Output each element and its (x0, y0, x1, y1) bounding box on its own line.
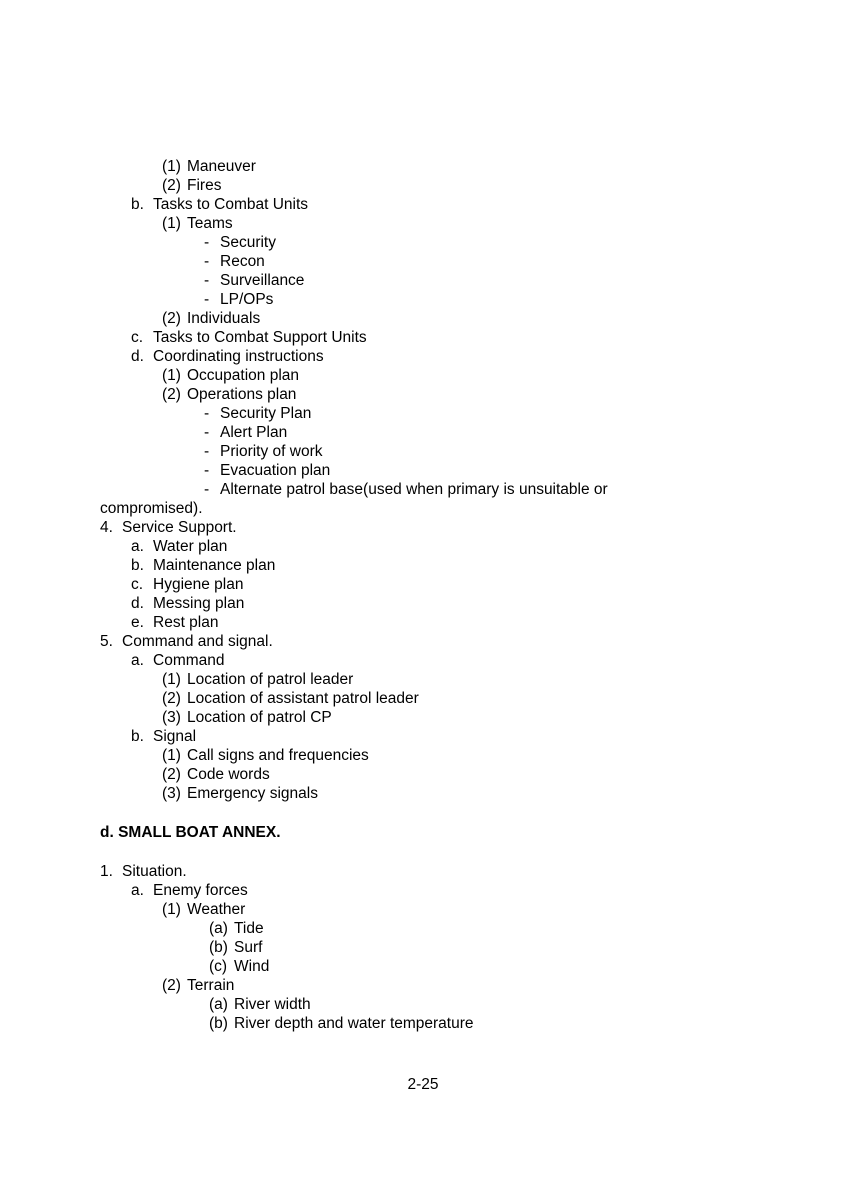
item-label: a. (131, 652, 144, 669)
item-text: Water plan (153, 538, 228, 555)
item-label: (2) (162, 690, 181, 707)
item-label: a. (131, 882, 144, 899)
item-text: Service Support. (122, 519, 237, 536)
item-label: (2) (162, 766, 181, 783)
page-number: 2-25 (407, 1076, 439, 1093)
section-heading-text: d. SMALL BOAT ANNEX. (100, 824, 281, 841)
item-text: Coordinating instructions (153, 348, 324, 365)
item-label: (c) (209, 958, 228, 975)
item-text: Security Plan (220, 405, 312, 422)
item-text: Tasks to Combat Units (153, 196, 309, 213)
item-text: Occupation plan (187, 367, 300, 384)
item-label: a. (131, 538, 144, 555)
item-text: Weather (187, 901, 246, 918)
item-text: Teams (187, 215, 233, 232)
item-label: (1) (162, 671, 181, 688)
item-label: (2) (162, 310, 181, 327)
item-label: (1) (162, 158, 181, 175)
item-label: (2) (162, 386, 181, 403)
item-text: Command (153, 652, 225, 669)
item-label: c. (131, 329, 144, 346)
item-text: Evacuation plan (220, 462, 331, 479)
item-text: Terrain (187, 977, 235, 994)
item-text: Signal (153, 728, 197, 745)
item-text: Code words (187, 766, 270, 783)
item-text: Hygiene plan (153, 576, 244, 593)
item-label: - (204, 272, 210, 289)
item-text: Priority of work (220, 443, 323, 460)
item-label: (a) (209, 996, 228, 1013)
item-label: d. (131, 348, 144, 365)
item-text: Operations plan (187, 386, 297, 403)
item-label: b. (131, 557, 144, 574)
item-text: Security (220, 234, 276, 251)
item-label: (3) (162, 709, 181, 726)
item-label: (3) (162, 785, 181, 802)
item-label: - (204, 481, 210, 498)
item-text: Maintenance plan (153, 557, 276, 574)
item-label: (1) (162, 215, 181, 232)
item-text: River width (234, 996, 311, 1013)
item-text: compromised). (100, 500, 203, 517)
item-label: e. (131, 614, 144, 631)
item-label: (1) (162, 901, 181, 918)
item-label: (b) (209, 939, 228, 956)
item-text: Location of patrol CP (187, 709, 332, 726)
item-text: Surveillance (220, 272, 305, 289)
item-label: - (204, 424, 210, 441)
item-label: - (204, 291, 210, 308)
item-label: - (204, 443, 210, 460)
item-label: b. (131, 728, 144, 745)
item-text: Enemy forces (153, 882, 248, 899)
item-label: - (204, 462, 210, 479)
item-label: (1) (162, 367, 181, 384)
item-text: Tide (234, 920, 264, 937)
item-text: Fires (187, 177, 222, 194)
item-text: Location of patrol leader (187, 671, 354, 688)
item-text: Location of assistant patrol leader (187, 690, 419, 707)
item-text: Alternate patrol base(used when primary is unsuitable or (220, 481, 608, 498)
item-label: d. (131, 595, 144, 612)
item-text: Call signs and frequencies (187, 747, 369, 764)
item-text: Rest plan (153, 614, 219, 631)
item-text: Messing plan (153, 595, 245, 612)
item-label: (b) (209, 1015, 228, 1032)
item-label: 1. (100, 863, 113, 880)
item-text: Emergency signals (187, 785, 318, 802)
item-text: Individuals (187, 310, 261, 327)
item-text: LP/OPs (220, 291, 274, 308)
item-label: b. (131, 196, 144, 213)
item-text: Tasks to Combat Support Units (153, 329, 367, 346)
item-label: (a) (209, 920, 228, 937)
item-label: - (204, 253, 210, 270)
item-label: - (204, 405, 210, 422)
item-text: Alert Plan (220, 424, 288, 441)
item-text: Surf (234, 939, 263, 956)
item-label: 4. (100, 519, 113, 536)
item-label: (2) (162, 177, 181, 194)
item-label: (2) (162, 977, 181, 994)
item-text: River depth and water temperature (234, 1015, 474, 1032)
item-text: Maneuver (187, 158, 256, 175)
item-label: - (204, 234, 210, 251)
item-label: 5. (100, 633, 113, 650)
item-text: Command and signal. (122, 633, 273, 650)
item-text: Wind (234, 958, 270, 975)
item-label: c. (131, 576, 144, 593)
item-text: Recon (220, 253, 265, 270)
item-label: (1) (162, 747, 181, 764)
item-text: Situation. (122, 863, 187, 880)
